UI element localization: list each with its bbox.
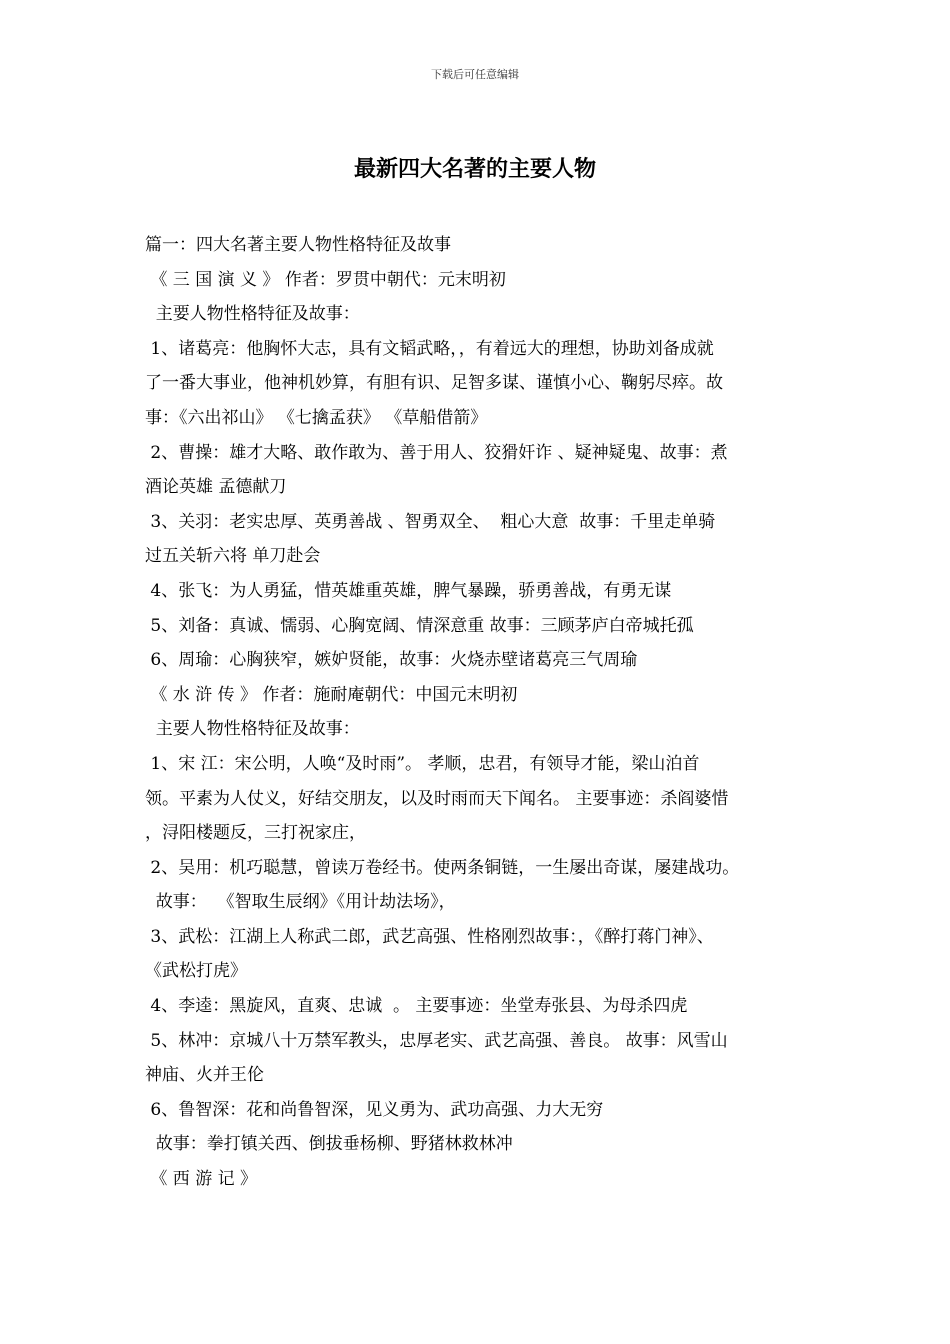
body-line: ，浔阳楼题反，三打祝家庄， xyxy=(145,823,366,844)
body-line: 领。平素为人仗义，好结交朋友，以及时雨而天下闻名。 主要事迹：杀阎婆惜 xyxy=(145,788,729,809)
body-line: 《武松打虎》 xyxy=(145,961,247,982)
body-line: 《 西 游 记 》 xyxy=(145,1169,258,1190)
body-line: 《 水 浒 传 》 作者：施耐庵朝代：中国元末明初 xyxy=(145,684,518,705)
body-line: 4、李逵：黑旋风，直爽、忠诚 。 主要事迹：坐堂寿张县、为母杀四虎 xyxy=(145,996,688,1017)
body-line: 《 三 国 演 义 》 作者：罗贯中朝代：元末明初 xyxy=(145,269,506,290)
body-line: 2、吴用：机巧聪慧，曾读万卷经书。使两条铜链，一生屡出奇谋，屡建战功。 xyxy=(145,857,740,878)
body-line: 4、张飞：为人勇猛，惜英雄重英雄，脾气暴躁，骄勇善战，有勇无谋 xyxy=(145,580,672,601)
page-header-note: 下载后可任意编辑 xyxy=(431,68,519,81)
body-line: 1、诸葛亮：他胸怀大志，具有文韬武略，，有着远大的理想，协助刘备成就 xyxy=(145,338,714,359)
document-body xyxy=(145,228,825,1197)
body-line: 3、武松：江湖上人称武二郎，武艺高强、性格刚烈故事：，《醉打蒋门神》、 xyxy=(145,926,714,947)
body-line: 酒论英雄 孟德献刀 xyxy=(145,477,287,498)
body-line: 神庙、火并王伦 xyxy=(145,1065,264,1086)
body-line: 6、鲁智深：花和尚鲁智深，见义勇为、武功高强、力大无穷 xyxy=(145,1099,604,1120)
body-line: 3、关羽：老实忠厚、英勇善战 、智勇双全、 粗心大意 故事：千里走单骑 xyxy=(145,511,716,532)
body-line: 5、刘备：真诚、懦弱、心胸宽阔、情深意重 故事：三顾茅庐白帝城托孤 xyxy=(145,615,694,636)
body-line: 6、周瑜：心胸狭窄，嫉妒贤能，故事：火烧赤壁诸葛亮三气周瑜 xyxy=(145,650,638,671)
body-line: 事：《六出祁山》 《七擒孟获》 《草船借箭》 xyxy=(145,407,488,428)
document-title: 最新四大名著的主要人物 xyxy=(353,157,596,182)
body-line: 过五关斩六将 单刀赴会 xyxy=(145,546,321,567)
body-line: 了一番大事业，他神机妙算，有胆有识、足智多谋、谨慎小心、鞠躬尽瘁。故 xyxy=(145,373,723,394)
body-line: 2、曹操：雄才大略、敢作敢为、善于用人、狡猾奸诈 、疑神疑鬼、故事：煮 xyxy=(145,442,728,463)
body-line: 5、林冲：京城八十万禁军教头，忠厚老实、武艺高强、善良。 故事：风雪山 xyxy=(145,1030,728,1051)
body-line: 故事： 《智取生辰纲》《用计劫法场》， xyxy=(145,892,456,913)
body-line: 篇一：四大名著主要人物性格特征及故事 xyxy=(145,235,451,255)
body-line: 主要人物性格特征及故事： xyxy=(145,304,360,325)
body-line: 主要人物性格特征及故事： xyxy=(145,719,360,740)
body-line: 故事：拳打镇关西、倒拔垂杨柳、野猪林救林冲 xyxy=(145,1134,513,1155)
body-line: 1、宋 江：宋公明，人唤“及时雨”。 孝顺，忠君，有领导才能，梁山泊首 xyxy=(145,753,700,774)
